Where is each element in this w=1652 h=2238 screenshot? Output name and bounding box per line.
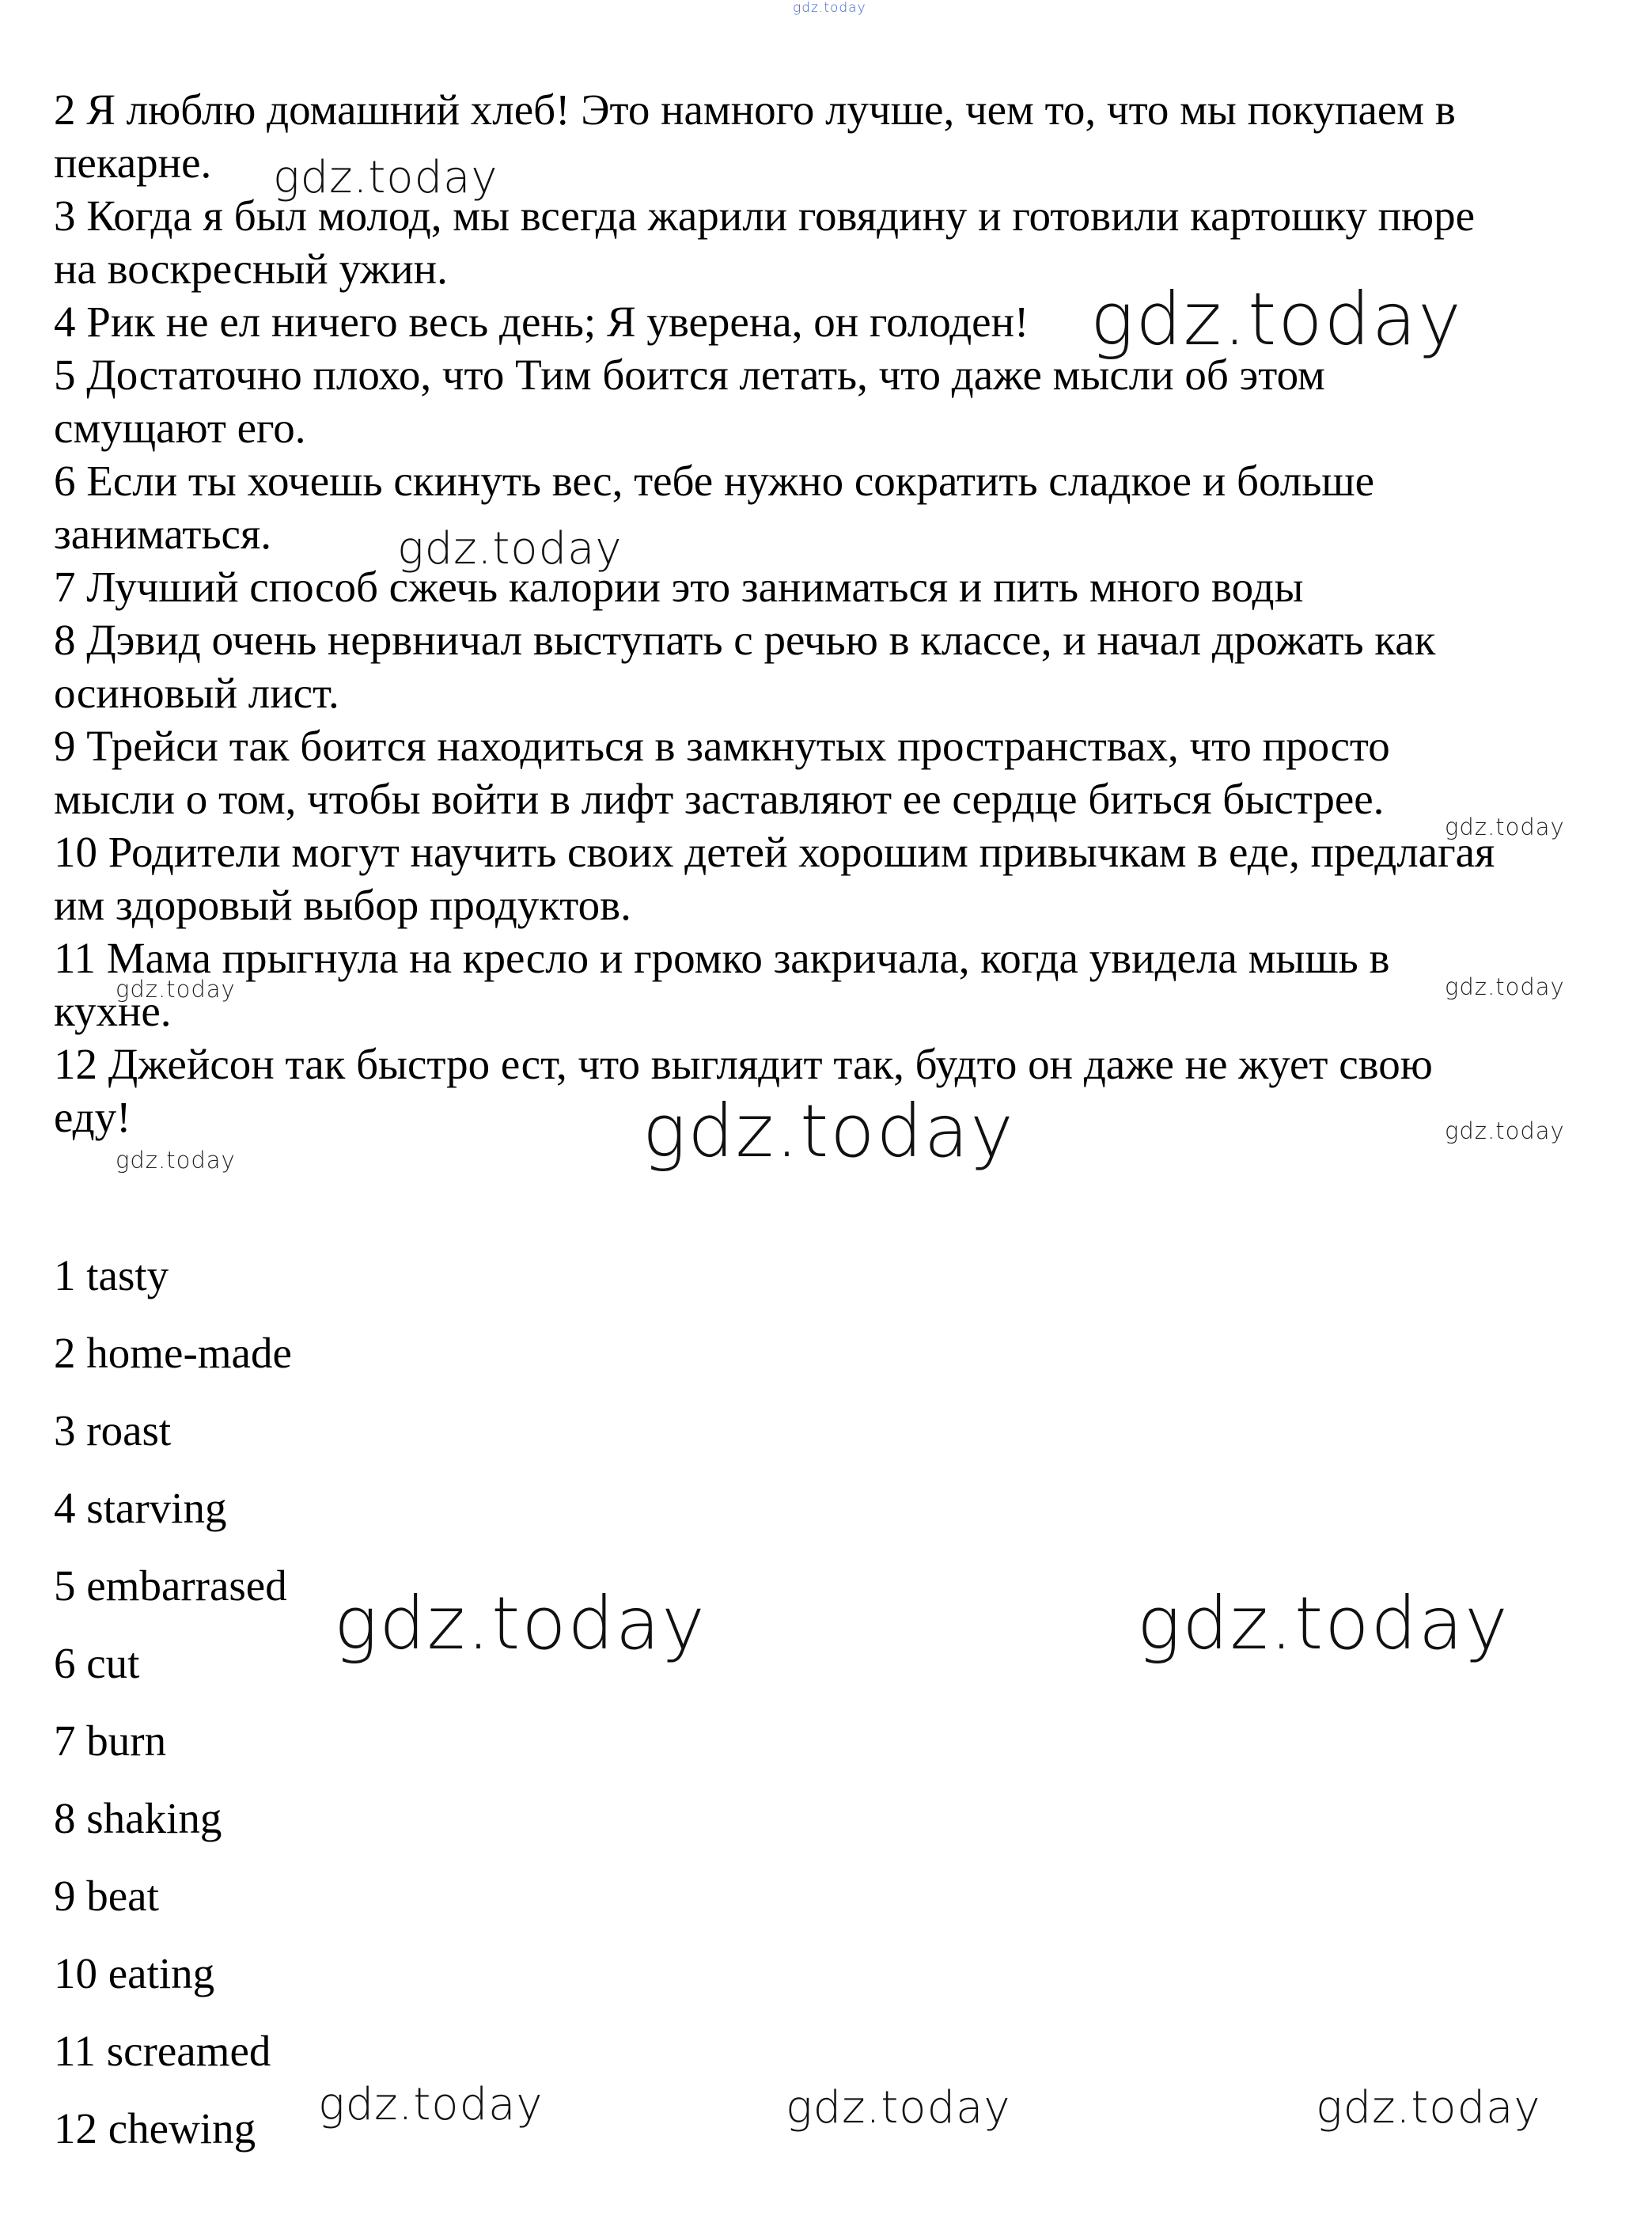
answer-item: 3 roast [54, 1406, 172, 1455]
watermark-top: gdz.today [793, 0, 866, 16]
sentence-line: 9 Трейси так боится находиться в замкнутых пространствах, что просто [54, 722, 1390, 770]
answer-item: 6 cut [54, 1639, 140, 1687]
sentence-line: на воскресный ужин. [54, 245, 448, 293]
sentence-line: кухне. [54, 987, 172, 1035]
sentence-line: 11 Мама прыгнула на кресло и громко закричала, когда увидела мышь в [54, 934, 1390, 982]
answer-item: 8 shaking [54, 1794, 222, 1842]
answer-item: 12 chewing [54, 2104, 256, 2153]
watermark: gdz.today [1445, 973, 1565, 1000]
sentence-line: 7 Лучший способ сжечь калории это заниматься и пить много воды [54, 563, 1304, 611]
watermark: gdz.today [1090, 277, 1463, 362]
watermark: gdz.today [273, 152, 498, 203]
sentence-line: смущают его. [54, 404, 306, 452]
watermark: gdz.today [397, 523, 623, 575]
watermark: gdz.today [1137, 1581, 1510, 1666]
sentence-line: 5 Достаточно плохо, что Тим боится летать, что даже мысли об этом [54, 351, 1325, 399]
watermark: gdz.today [1445, 1117, 1565, 1144]
sentence-line: им здоровый выбор продуктов. [54, 881, 631, 929]
sentence-line: 12 Джейсон так быстро ест, что выглядит так, будто он даже не жует свою [54, 1040, 1433, 1088]
answer-item: 1 tasty [54, 1251, 169, 1299]
watermark: gdz.today [116, 1147, 236, 1174]
sentence-line: осиновый лист. [54, 669, 339, 717]
watermark: gdz.today [1445, 814, 1565, 840]
sentence-line: 10 Родители могут научить своих детей хорошим привычкам в еде, предлагая [54, 828, 1495, 876]
answer-item: 5 embarrased [54, 1561, 287, 1610]
sentence-line: 4 Рик не ел ничего весь день; Я уверена, он голоден! [54, 298, 1029, 346]
answer-item: 4 starving [54, 1484, 227, 1532]
watermark: gdz.today [642, 1089, 1015, 1174]
watermark: gdz.today [786, 2082, 1011, 2134]
sentence-line: 8 Дэвид очень нервничал выступать с речью в классе, и начал дрожать как [54, 616, 1436, 664]
sentence-line: 3 Когда я был молод, мы всегда жарили говядину и готовили картошку пюре [54, 192, 1476, 240]
watermark: gdz.today [334, 1581, 707, 1666]
answer-item: 7 burn [54, 1716, 167, 1765]
sentence-line: 6 Если ты хочешь скинуть вес, тебе нужно сократить сладкое и больше [54, 457, 1375, 505]
watermark: gdz.today [1316, 2082, 1541, 2134]
sentence-line: заниматься. [54, 510, 271, 558]
sentence-line: еду! [54, 1093, 131, 1141]
sentence-line: мысли о том, чтобы войти в лифт заставляют ее сердце биться быстрее. [54, 775, 1385, 823]
sentence-line: пекарне. [54, 138, 212, 187]
answer-item: 10 eating [54, 1949, 215, 1997]
answer-item: 11 screamed [54, 2027, 271, 2075]
answer-item: 2 home-made [54, 1329, 292, 1377]
watermark: gdz.today [116, 976, 236, 1003]
watermark: gdz.today [318, 2079, 544, 2130]
answer-item: 9 beat [54, 1872, 159, 1920]
sentence-line: 2 Я люблю домашний хлеб! Это намного лучше, чем то, что мы покупаем в [54, 85, 1456, 134]
